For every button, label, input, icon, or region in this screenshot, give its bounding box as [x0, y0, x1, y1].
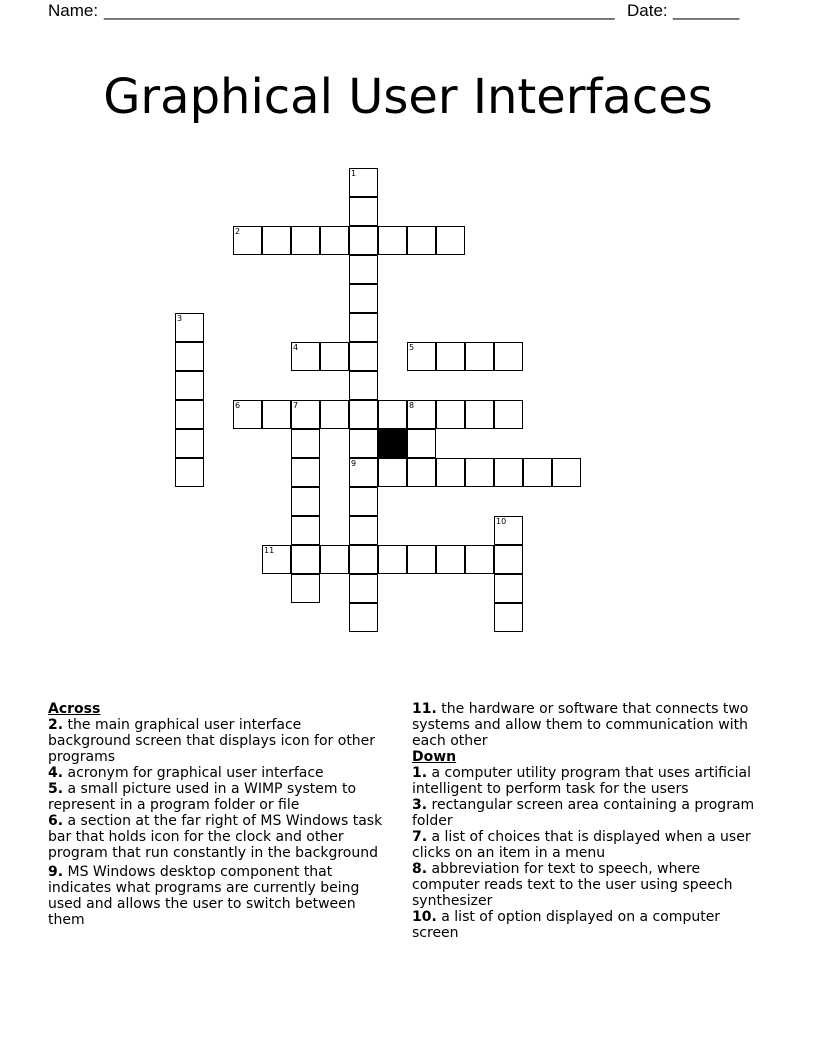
crossword-cell[interactable]	[349, 603, 378, 632]
crossword-cell[interactable]	[494, 400, 523, 429]
crossword-cell[interactable]	[349, 342, 378, 371]
crossword-cell[interactable]	[262, 545, 291, 574]
clue-text: a small picture used in a WIMP system to represent in a program folder or file	[48, 781, 357, 813]
clue-number: 6.	[48, 813, 64, 829]
crossword-cell[interactable]	[494, 342, 523, 371]
crossword-cell[interactable]	[494, 545, 523, 574]
date-field-line[interactable]: _______	[673, 1, 740, 20]
crossword-cell[interactable]	[436, 342, 465, 371]
crossword-black-cell	[378, 429, 407, 458]
crossword-cell[interactable]	[407, 342, 436, 371]
clues-column-left	[48, 701, 388, 928]
down-clue-3	[412, 797, 762, 829]
crossword-cell[interactable]	[349, 516, 378, 545]
crossword-cell[interactable]	[291, 458, 320, 487]
crossword-cell[interactable]	[320, 342, 349, 371]
clue-number: 7.	[412, 829, 428, 845]
crossword-cell[interactable]	[407, 400, 436, 429]
cell-number: 7	[293, 401, 299, 410]
crossword-cell[interactable]	[494, 574, 523, 603]
crossword-cell[interactable]	[175, 342, 204, 371]
crossword-cell[interactable]	[378, 226, 407, 255]
crossword-cell[interactable]	[349, 545, 378, 574]
crossword-cell[interactable]	[291, 400, 320, 429]
crossword-cell[interactable]	[349, 313, 378, 342]
clue-number: 1.	[412, 765, 428, 781]
cell-number: 5	[409, 343, 415, 352]
crossword-cell[interactable]	[291, 226, 320, 255]
crossword-cell[interactable]	[465, 400, 494, 429]
across-clue-11	[412, 701, 762, 749]
across-heading: Across	[48, 701, 101, 717]
crossword-cell[interactable]	[349, 458, 378, 487]
name-field-line[interactable]: ______________________________________________________	[104, 1, 615, 20]
crossword-cell[interactable]	[407, 429, 436, 458]
cell-number: 4	[293, 343, 299, 352]
clue-text: rectangular screen area containing a program folder	[412, 797, 755, 829]
cell-number: 1	[351, 169, 357, 178]
crossword-cell[interactable]	[320, 545, 349, 574]
crossword-cell[interactable]	[378, 400, 407, 429]
clue-number: 8.	[412, 861, 428, 877]
across-clue-2	[48, 717, 388, 765]
crossword-cell[interactable]	[436, 458, 465, 487]
crossword-cell[interactable]	[233, 226, 262, 255]
cell-number: 8	[409, 401, 415, 410]
cell-number: 6	[235, 401, 241, 410]
crossword-cell[interactable]	[349, 255, 378, 284]
cell-number: 2	[235, 227, 241, 236]
cell-number: 10	[496, 517, 507, 526]
crossword-cell[interactable]	[291, 487, 320, 516]
crossword-cell[interactable]	[349, 284, 378, 313]
down-clue-8	[412, 861, 762, 909]
crossword-cell[interactable]	[291, 429, 320, 458]
crossword-cell[interactable]	[175, 458, 204, 487]
across-clue-9	[48, 864, 388, 928]
crossword-cell[interactable]	[436, 545, 465, 574]
crossword-cell[interactable]	[175, 429, 204, 458]
cell-number: 9	[351, 459, 357, 468]
crossword-cell[interactable]	[494, 603, 523, 632]
crossword-cell[interactable]	[407, 458, 436, 487]
crossword-cell[interactable]	[233, 400, 262, 429]
crossword-cell[interactable]	[262, 400, 291, 429]
clue-text: the hardware or software that connects two systems and allow them to communication with each other	[412, 701, 749, 749]
down-clue-1	[412, 765, 762, 797]
crossword-cell[interactable]	[291, 574, 320, 603]
crossword-cell[interactable]	[465, 545, 494, 574]
crossword-cell[interactable]	[291, 342, 320, 371]
crossword-cell[interactable]	[494, 458, 523, 487]
crossword-cell[interactable]	[465, 458, 494, 487]
down-clue-7	[412, 829, 762, 861]
crossword-cell[interactable]	[407, 226, 436, 255]
crossword-cell[interactable]	[175, 400, 204, 429]
cell-number: 3	[177, 314, 183, 323]
clue-text: a section at the far right of MS Windows task bar that holds icon for the clock and other program that run constantly in the background	[48, 813, 383, 861]
clue-text: the main graphical user interface background screen that displays icon for other programs	[48, 717, 376, 765]
crossword-cell[interactable]	[349, 400, 378, 429]
clue-number: 10.	[412, 909, 437, 925]
page-title: Graphical User Interfaces	[103, 69, 713, 126]
clue-number: 2.	[48, 717, 64, 733]
down-heading: Down	[412, 749, 457, 765]
crossword-cell[interactable]	[262, 226, 291, 255]
crossword-cell[interactable]	[378, 458, 407, 487]
cell-number: 11	[264, 546, 275, 555]
crossword-cell[interactable]	[320, 226, 349, 255]
clue-text: acronym for graphical user interface	[63, 765, 324, 781]
crossword-cell[interactable]	[320, 400, 349, 429]
clue-text: a list of choices that is displayed when a user clicks on an item in a menu	[412, 829, 751, 861]
clue-number: 11.	[412, 701, 437, 717]
clue-text: abbreviation for text to speech, where computer reads text to the user using speech synthesizer	[412, 861, 733, 909]
clue-text: a list of option displayed on a computer screen	[412, 909, 721, 941]
crossword-cell[interactable]	[291, 516, 320, 545]
crossword-cell[interactable]	[349, 487, 378, 516]
name-label: Name:	[48, 1, 99, 20]
crossword-cell[interactable]	[349, 226, 378, 255]
clue-text: MS Windows desktop component that indicates what programs are currently being used and allows the user to switch between them	[48, 864, 360, 928]
clue-number: 9.	[48, 864, 64, 880]
crossword-cell[interactable]	[552, 458, 581, 487]
across-clue-5	[48, 781, 388, 813]
crossword-cell[interactable]	[436, 400, 465, 429]
down-clue-10	[412, 909, 762, 941]
crossword-cell[interactable]	[494, 516, 523, 545]
header	[48, 0, 748, 22]
crossword-cell[interactable]	[349, 574, 378, 603]
crossword-cell[interactable]	[436, 226, 465, 255]
crossword-cell[interactable]	[175, 313, 204, 342]
crossword-cell[interactable]	[349, 168, 378, 197]
across-clue-4	[48, 765, 388, 781]
crossword-cell[interactable]	[523, 458, 552, 487]
crossword-cell[interactable]	[407, 545, 436, 574]
crossword-cell[interactable]	[378, 545, 407, 574]
clues-column-right	[412, 701, 762, 941]
crossword-cell[interactable]	[291, 545, 320, 574]
crossword-cell[interactable]	[175, 371, 204, 400]
date-label: Date:	[627, 1, 668, 20]
clue-number: 3.	[412, 797, 428, 813]
across-clue-6	[48, 813, 388, 861]
crossword-cell[interactable]	[349, 371, 378, 400]
clue-number: 4.	[48, 765, 64, 781]
crossword-cell[interactable]	[349, 197, 378, 226]
clue-number: 5.	[48, 781, 64, 797]
crossword-cell[interactable]	[465, 342, 494, 371]
crossword-cell[interactable]	[349, 429, 378, 458]
clue-text: a computer utility program that uses artificial intelligent to perform task for the users	[412, 765, 751, 797]
